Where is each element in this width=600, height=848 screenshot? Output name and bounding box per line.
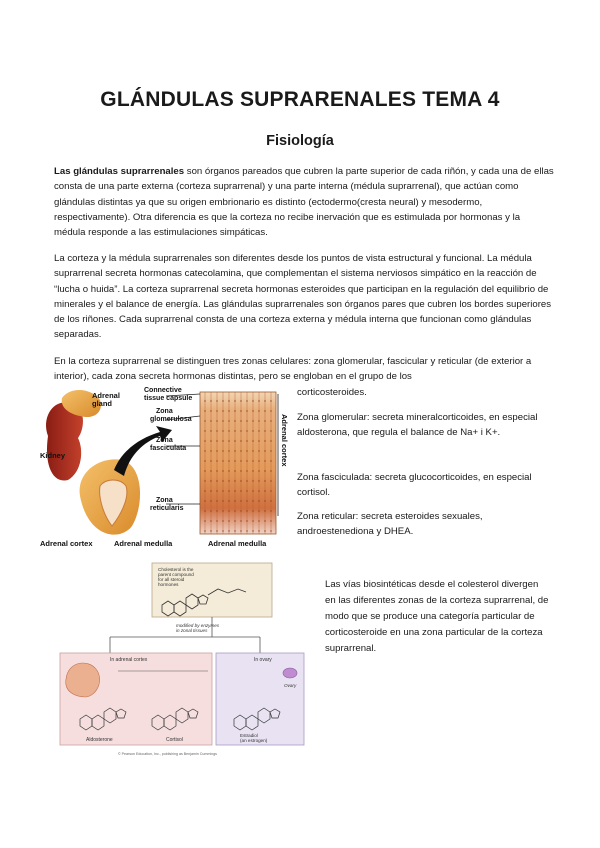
ovary-label: Ovary bbox=[284, 683, 297, 688]
label-capsule: Connective tissue capsule bbox=[144, 387, 193, 402]
figure-caption: © Pearson Education, Inc., publishing as Benjamin Cummings bbox=[118, 752, 217, 756]
aldosterone-label: Aldosterone bbox=[86, 737, 113, 743]
cortisol-label: Cortisol bbox=[166, 737, 183, 743]
zone-glomerular-text: Zona glomerular: secreta mineralcorticoides, en especial aldosterona, que regula el balance de Na+ i K+. bbox=[297, 412, 538, 438]
paragraph-biosynthesis: Las vías biosintéticas desde el colesterol divergen en las diferentes zonas de la corteza suprarrenal, de modo que se produce una categoría particular de corticosteroide en una zona particular de la corteza suprarrenal. bbox=[325, 579, 549, 654]
estradiol-label: Estradiol (an estrogen) bbox=[240, 733, 268, 743]
paragraph-cortex-medulla: La corteza y la médula suprarrenales son diferentes desde los puntos de vista estructural y funcional. La médula suprarrenal secreta hormonas catecolamina, que complementan el sistema nerviosos simpático en la reacción de “lucha o huida”. La corteza suprarrenal secreta hormonas esteroides que participan en la regulación del equilibrio de minerales y el balance de energía. Las glándulas suprarrenales son órganos pares que cubren los bordes superiores de los riñones. Cada suprarrenal consta de una corteza externa y médula interna que funcionan como glándulas separadas. bbox=[54, 253, 552, 341]
label-reticularis: Zona reticularis bbox=[150, 497, 184, 512]
ovary-icon bbox=[283, 668, 297, 678]
corticosteroids-word: corticosteroides. bbox=[297, 387, 367, 398]
label-glomerulosa: Zona glomerulosa bbox=[150, 408, 192, 423]
ovary-box bbox=[216, 653, 304, 745]
zone-reticular-text: Zona reticular: secreta esteroides sexuales, androestenediona y DHEA. bbox=[297, 511, 483, 537]
cortex-tissue-icon bbox=[66, 663, 100, 697]
intro-bold-term: Las glándulas suprarrenales bbox=[54, 166, 185, 177]
steroid-pathway-figure bbox=[58, 561, 308, 759]
adrenal-anatomy-figure bbox=[40, 386, 292, 552]
paragraph-intro bbox=[54, 164, 554, 240]
in-adrenal-cortex-label: In adrenal cortex bbox=[110, 657, 148, 663]
modified-text: modified by enzymes in zonal tissues bbox=[176, 623, 220, 633]
in-ovary-label: In ovary bbox=[254, 657, 272, 663]
label-adrenal-medulla: Adrenal medulla bbox=[114, 539, 173, 548]
label-adrenal-cortex: Adrenal cortex bbox=[40, 539, 93, 548]
label-adrenal-gland: Adrenal gland bbox=[92, 391, 120, 408]
label-kidney: Kidney bbox=[40, 451, 66, 460]
label-fasciculata: Zona fasciculata bbox=[150, 437, 187, 452]
page-title: GLÁNDULAS SUPRARENALES TEMA 4 bbox=[100, 88, 500, 111]
section-subtitle: Fisiología bbox=[266, 133, 334, 149]
intro-text: son órganos pareados que cubren la parte superior de cada riñón, y cada una de ellas consta de una parte externa (corteza suprarrenal) y una parte interna (médula suprarrenal), que actúan como glándulas distintas ya que su origen embrionario es distinto (ectodermo(cresta neural) y mesodermo, respectivamente). Otra diferencia es que la corteza no recibe inervación que es estimulada por hormonas y la médula responde a las estimulaciones simpáticas. bbox=[54, 166, 554, 239]
label-adrenal-cortex-vertical: Adrenal cortex bbox=[280, 414, 289, 467]
zone-fasciculada-text: Zona fasciculada: secreta glucocorticoides, en especial cortisol. bbox=[297, 472, 532, 498]
label-adrenal-medulla-right: Adrenal medulla bbox=[208, 539, 267, 548]
paragraph-zones-intro: En la corteza suprarrenal se distinguen tres zonas celulares: zona glomerular, fascicular y reticular (de exterior a interior), cada zona secreta hormonas distintas, pero se engloban en el grupo de los bbox=[54, 356, 532, 383]
cholesterol-text: Cholesterol is the parent compound for all steroid hormones bbox=[158, 567, 194, 587]
